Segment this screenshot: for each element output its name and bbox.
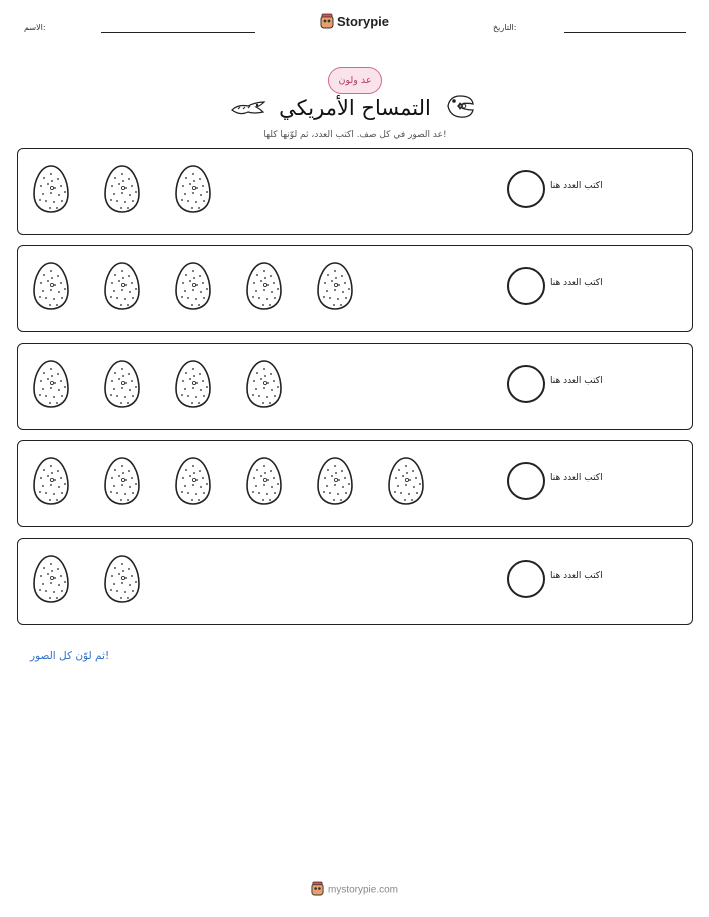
egg-group <box>32 554 141 604</box>
egg-icon <box>32 164 70 214</box>
egg-icon <box>387 456 425 506</box>
counting-row <box>17 440 693 527</box>
answer-circle[interactable] <box>507 560 545 598</box>
egg-icon <box>32 554 70 604</box>
egg-icon <box>103 456 141 506</box>
egg-icon <box>103 359 141 409</box>
egg-group <box>32 164 212 214</box>
name-label: الاسم: <box>24 23 46 32</box>
egg-icon <box>245 261 283 311</box>
egg-icon <box>32 261 70 311</box>
egg-group <box>32 359 283 409</box>
write-number-label: اكتب العدد هنا <box>550 181 603 191</box>
egg-icon <box>316 261 354 311</box>
instructions: عد الصور في كل صف. اكتب العدد، ثم لوّنها كلها! <box>263 130 447 140</box>
count-and-color-badge: عد ولون <box>328 67 382 94</box>
egg-icon <box>32 359 70 409</box>
date-label: التاريخ: <box>493 23 517 32</box>
counting-row <box>17 148 693 235</box>
egg-group <box>32 261 354 311</box>
answer-circle[interactable] <box>507 170 545 208</box>
answer-circle[interactable] <box>507 462 545 500</box>
egg-icon <box>316 456 354 506</box>
counting-row <box>17 538 693 625</box>
storypie-mascot-icon <box>320 13 334 32</box>
write-number-label: اكتب العدد هنا <box>550 376 603 386</box>
egg-icon <box>245 456 283 506</box>
egg-group <box>32 456 425 506</box>
date-line[interactable] <box>564 32 686 33</box>
egg-icon <box>174 164 212 214</box>
crocodile-icon <box>230 96 266 124</box>
write-number-label: اكتب العدد هنا <box>550 473 603 483</box>
counting-row <box>17 245 693 332</box>
name-line[interactable] <box>101 32 255 33</box>
egg-icon <box>174 456 212 506</box>
answer-circle[interactable] <box>507 267 545 305</box>
answer-circle[interactable] <box>507 365 545 403</box>
write-number-label: اكتب العدد هنا <box>550 278 603 288</box>
egg-icon <box>174 359 212 409</box>
footer-note: ثم لوّن كل الصور! <box>30 650 110 662</box>
egg-icon <box>32 456 70 506</box>
brand-logo <box>0 13 709 32</box>
egg-icon <box>103 261 141 311</box>
egg-icon <box>103 164 141 214</box>
storypie-mascot-icon <box>311 881 324 899</box>
egg-icon <box>103 554 141 604</box>
egg-icon <box>174 261 212 311</box>
footer-url: mystorypie.com <box>327 884 398 896</box>
brand-name: Storypie <box>336 13 389 29</box>
footer <box>0 881 709 899</box>
crocodile-head-icon <box>444 92 476 124</box>
egg-icon <box>245 359 283 409</box>
write-number-label: اكتب العدد هنا <box>550 571 603 581</box>
page-title: التمساح الأمريكي <box>279 96 431 120</box>
counting-row <box>17 343 693 430</box>
